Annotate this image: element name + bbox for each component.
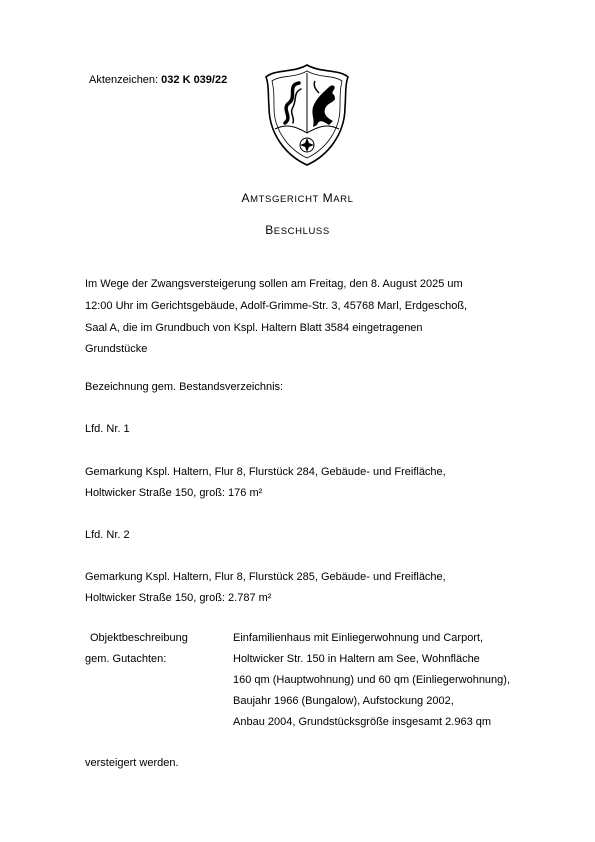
description-line: Baujahr 1966 (Bungalow), Aufstockung 2002, [233,695,454,707]
intro-line: Saal A, die im Grundbuch von Kspl. Haltern Blatt 3584 eingetragenen [85,322,423,334]
intro-line: Grundstücke [85,343,148,355]
closing-text: versteigert werden. [85,757,179,769]
parcel-line: Holtwicker Straße 150, groß: 176 m² [85,487,263,499]
intro-line: 12:00 Uhr im Gerichtsgebäude, Adolf-Grimme-Str. 3, 45768 Marl, Erdgeschoß, [85,300,468,312]
parcel-line: Gemarkung Kspl. Haltern, Flur 8, Flurstück 284, Gebäude- und Freifläche, [85,466,446,478]
case-reference [89,74,227,86]
court-name: AMTSGERICHT MARL [241,191,354,205]
parcel-line: Gemarkung Kspl. Haltern, Flur 8, Flurstück 285, Gebäude- und Freifläche, [85,571,446,583]
description-line: Holtwicker Str. 150 in Haltern am See, Wohnfläche [233,653,480,665]
case-reference-label: Aktenzeichen: [89,74,162,86]
parcel-line: Holtwicker Straße 150, groß: 2.787 m² [85,592,272,604]
description-line: Einfamilienhaus mit Einliegerwohnung und Carport, [233,632,484,644]
document-title: BESCHLUSS [265,223,330,237]
description-line: 160 qm (Hauptwohnung) und 60 qm (Einliegerwohnung), [233,674,511,686]
case-reference-number: 032 K 039/22 [161,74,228,86]
description-line: Anbau 2004, Grundstücksgröße insgesamt 2.963 qm [233,716,492,728]
nrw-coat-of-arms-icon [263,63,351,167]
parcel-number: Lfd. Nr. 1 [85,423,130,435]
inventory-heading: Bezeichnung gem. Bestandsverzeichnis: [85,381,284,393]
description-label: gem. Gutachten: [85,653,167,665]
intro-line: Im Wege der Zwangsversteigerung sollen am Freitag, den 8. August 2025 um [85,278,463,290]
parcel-number: Lfd. Nr. 2 [85,529,130,541]
description-label: Objektbeschreibung [90,632,188,644]
